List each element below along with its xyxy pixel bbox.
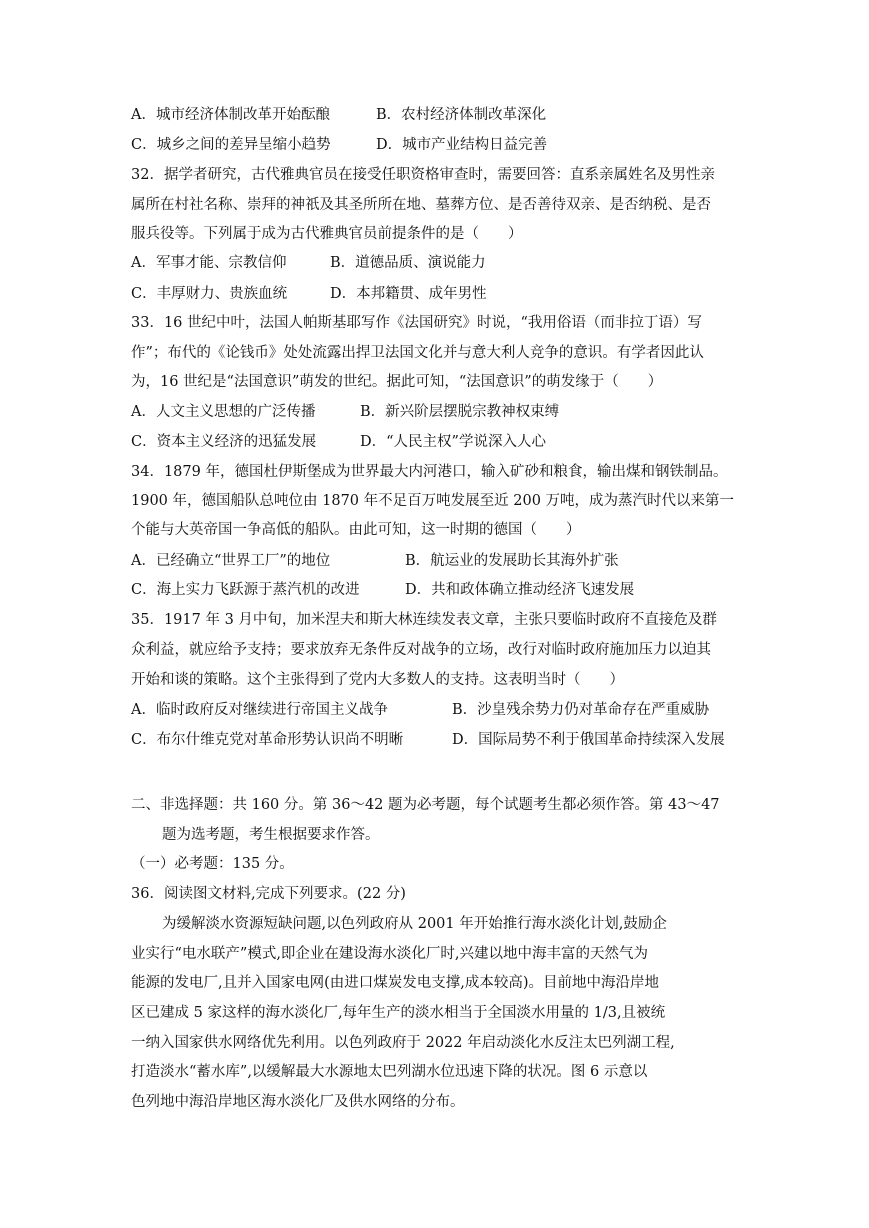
q35-option-c: C．布尔什维克党对革命形势认识尚不明晰 xyxy=(131,732,404,748)
q33-stem-line-1: 33．16 世纪中叶，法国人帕斯基耶写作《法国研究》时说，“我用俗语（而非拉丁语）写 xyxy=(131,315,702,331)
q31-option-a: A．城市经济体制改革开始酝酿 xyxy=(131,107,330,123)
q34-option-d: D．共和政体确立推动经济飞速发展 xyxy=(405,582,635,598)
q36-paragraph-line-6: 打造淡水“蓄水库”,以缓解最大水源地太巴列湖水位迅速下降的状况。图 6 示意以 xyxy=(131,1064,648,1080)
q36-heading: 36．阅读图文材料,完成下列要求。(22 分) xyxy=(131,886,406,902)
q36-paragraph-line-1: 为缓解淡水资源短缺问题,以色列政府从 2001 年开始推行海水淡化计划,鼓励企 xyxy=(162,916,667,932)
q35-stem-line-2: 众利益，就应给予支持；要求放弃无条件反对战争的立场，改行对临时政府施加压力以迫其 xyxy=(131,642,711,658)
q36-paragraph-line-5: 一纳入国家供水网络优先利用。以色列政府于 2022 年启动淡化水反注太巴列湖工程, xyxy=(131,1035,675,1051)
section-2-heading-line-2: 题为选考题，考生根据要求作答。 xyxy=(162,827,380,843)
q31-option-d: D．城市产业结构日益完善 xyxy=(376,137,548,153)
q36-paragraph-line-3: 能源的发电厂,且并入国家电网(由进口煤炭发电支撑,成本较高)。目前地中海沿岸地 xyxy=(131,975,660,991)
q33-stem-line-2: 作”；布代的《论钱币》处处流露出捍卫法国文化并与意大利人竞争的意识。有学者因此认 xyxy=(131,345,704,361)
q34-option-c: C．海上实力飞跃源于蒸汽机的改进 xyxy=(131,582,360,598)
q36-paragraph-line-2: 业实行“电水联产”模式,即企业在建设海水淡化厂时,兴建以地中海丰富的天然气为 xyxy=(131,946,649,962)
q34-option-a: A．已经确立“世界工厂”的地位 xyxy=(131,553,331,569)
q32-option-c: C．丰厚财力、贵族血统 xyxy=(131,286,288,302)
q35-option-a: A．临时政府反对继续进行帝国主义战争 xyxy=(131,702,388,718)
q31-option-b: B．农村经济体制改革深化 xyxy=(376,107,547,123)
q33-stem-line-3: 为，16 世纪是“法国意识”萌发的世纪。据此可知，“法国意识”的萌发缘于（ ） xyxy=(131,374,663,390)
q35-stem-line-1: 35．1917 年 3 月中旬，加米涅夫和斯大林连续发表文章，主张只要临时政府不直接危及群 xyxy=(131,612,717,628)
q33-option-b: B．新兴阶层摆脱宗教神权束缚 xyxy=(360,404,560,420)
q34-stem-line-3: 个能与大英帝国一争高低的船队。由此可知，这一时期的德国（ ） xyxy=(131,522,581,538)
q36-paragraph-line-4: 区已建成 5 家这样的海水淡化厂,每年生产的淡水相当于全国淡水用量的 1/3,且被统 xyxy=(131,1005,666,1021)
q32-option-a: A．军事才能、宗教信仰 xyxy=(131,255,287,271)
q33-option-a: A．人文主义思想的广泛传播 xyxy=(131,404,316,420)
q36-paragraph-line-7: 色列地中海沿岸地区海水淡化厂及供水网络的分布。 xyxy=(131,1094,465,1110)
q34-stem-line-1: 34．1879 年，德国杜伊斯堡成为世界最大内河港口，输入矿砂和粮食，输出煤和钢铁制品。 xyxy=(131,464,728,480)
section-2-subheading: （一）必考题：135 分。 xyxy=(131,856,294,872)
q32-stem-line-3: 服兵役等。下列属于成为古代雅典官员前提条件的是（ ） xyxy=(131,226,523,242)
q35-option-d: D．国际局势不利于俄国革命持续深入发展 xyxy=(452,732,725,748)
q33-option-d: D．“人民主权”学说深入人心 xyxy=(360,434,546,450)
q35-stem-line-3: 开始和谈的策略。这个主张得到了党内大多数人的支持。这表明当时（ ） xyxy=(131,672,624,688)
q32-stem-line-1: 32．据学者研究，古代雅典官员在接受任职资格审查时，需要回答：直系亲属姓名及男性亲 xyxy=(131,167,715,183)
q34-option-b: B．航运业的发展助长其海外扩张 xyxy=(405,553,619,569)
q32-stem-line-2: 属所在村社名称、崇拜的神祇及其圣所所在地、墓葬方位、是否善待双亲、是否纳税、是否 xyxy=(131,197,711,213)
q32-option-b: B．道德品质、演说能力 xyxy=(330,255,486,271)
q31-option-c: C．城乡之间的差异呈缩小趋势 xyxy=(131,137,331,153)
section-2-heading-line-1: 二、非选择题：共 160 分。第 36～42 题为必考题，每个试题考生都必须作答。第 43～47 xyxy=(131,797,720,813)
q35-option-b: B．沙皇残余势力仍对革命存在严重威胁 xyxy=(452,702,710,718)
q32-option-d: D．本邦籍贯、成年男性 xyxy=(330,286,487,302)
q34-stem-line-2: 1900 年，德国船队总吨位由 1870 年不足百万吨发展至近 200 万吨，成为蒸汽时代以来第一 xyxy=(131,493,735,509)
q33-option-c: C．资本主义经济的迅猛发展 xyxy=(131,434,317,450)
